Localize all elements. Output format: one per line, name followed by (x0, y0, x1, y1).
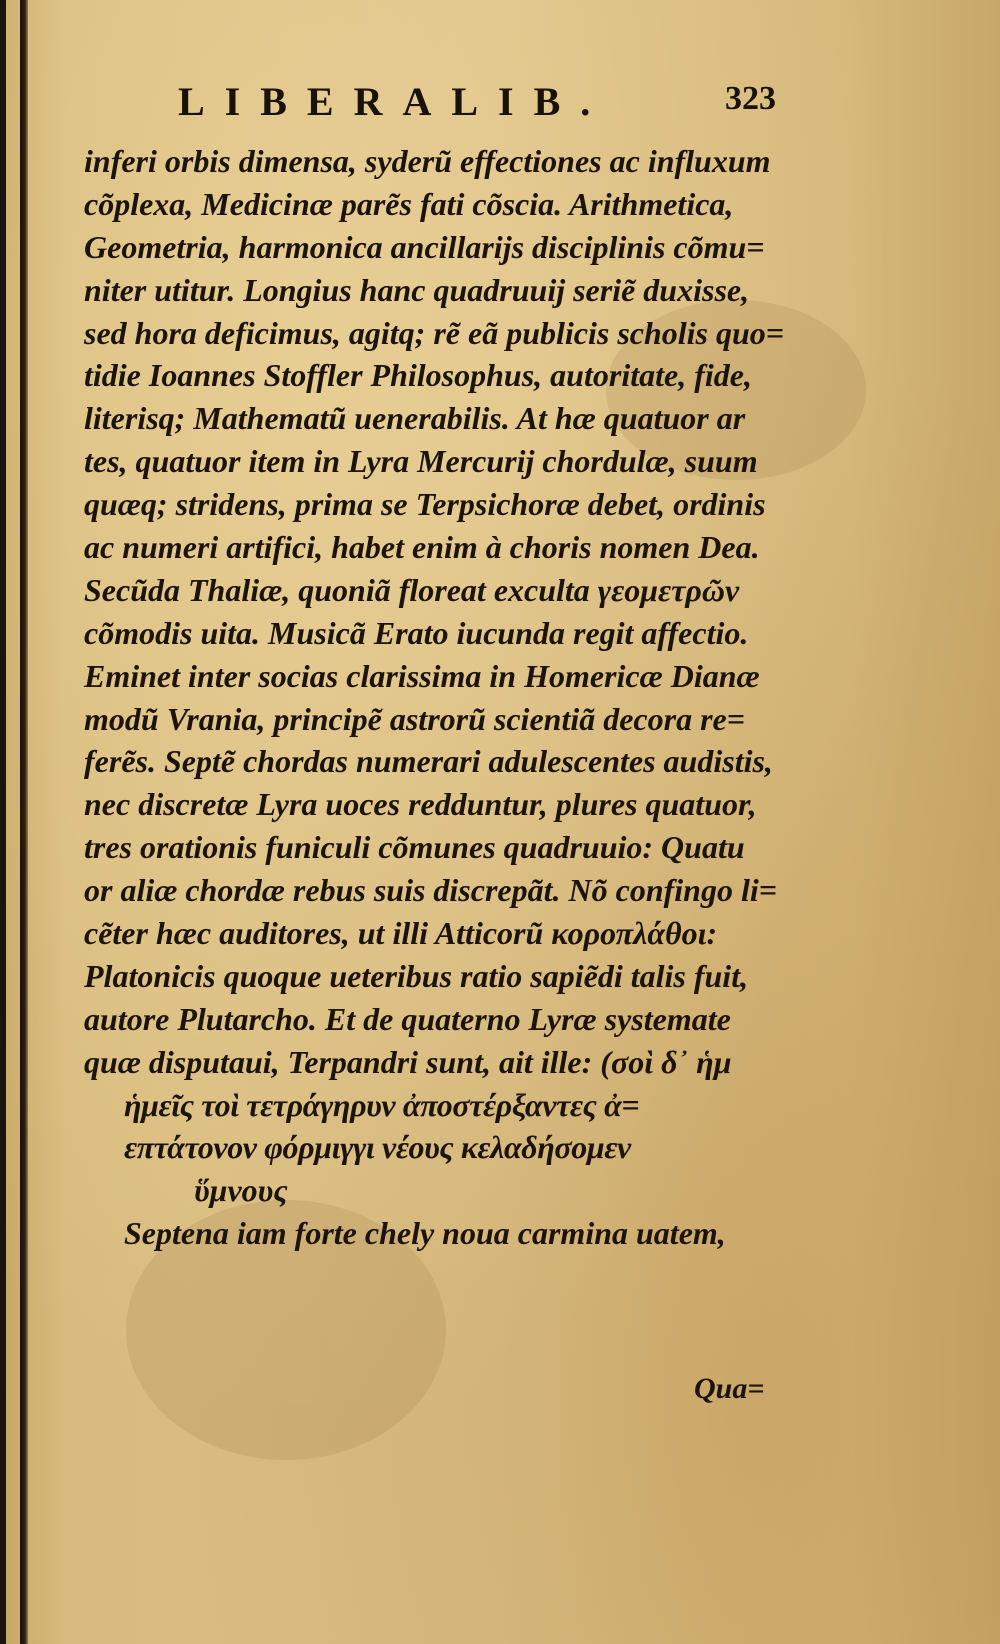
text-line: Geometria, harmonica ancillarijs disciplinis cõmu= (84, 228, 765, 265)
page-number: 323 (725, 80, 776, 117)
text-line: cẽter hæc auditores, ut illi Atticorũ κοροπλάθοι: (84, 915, 718, 952)
catchword: Qua= (694, 1372, 765, 1405)
text-line: modũ Vrania, principẽ astrorũ scientiã decora re= (84, 700, 745, 737)
text-line: sed hora deficimus, agitq; rẽ eã publicis scholis quo= (84, 314, 785, 351)
text-line: cõmodis uita. Musicã Erato iucunda regit affectio. (84, 614, 749, 651)
book-page (6, 0, 1000, 1644)
running-head (166, 78, 806, 126)
text-line: literisq; Mathematũ uenerabilis. At hæ quatuor ar (84, 400, 746, 437)
text-line: tes, quatuor item in Lyra Mercurij chordulæ, suum (84, 443, 758, 480)
greek-verse-line: ἡμεῖς τοὶ τετράγηρυν ἀποστέρξαντες ἀ= (124, 1086, 640, 1123)
text-line: inferi orbis dimensa, syderũ effectiones ac influxum (84, 143, 771, 179)
text-line: quæq; stridens, prima se Terpsichoræ debet, ordinis (84, 486, 766, 523)
text-line: quæ disputaui, Terpandri sunt, ait ille: (σοὶ δ᾽ ἡμ (84, 1043, 732, 1080)
text-line: ferẽs. Septẽ chordas numerari adulescentes audistis, (84, 743, 773, 780)
text-line: ac numeri artifici, habet enim à choris nomen Dea. (84, 529, 760, 566)
text-line: Platonicis quoque ueteribus ratio sapiẽdi talis fuit, (84, 957, 749, 994)
text-line: Secũda Thaliæ, quoniã floreat exculta γεομετρῶν (84, 571, 740, 608)
text-line: or aliæ chordæ rebus suis discrepãt. Nõ confingo li= (84, 872, 777, 909)
body-text (84, 140, 804, 1255)
page-gutter-edge (20, 0, 28, 1644)
latin-verse-line: Septena iam forte chely noua carmina uatem, (124, 1215, 726, 1252)
text-line: niter utitur. Longius hanc quadruuij seriẽ duxisse, (84, 271, 750, 308)
text-line: tidie Ioannes Stoffler Philosophus, autoritate, fide, (84, 357, 752, 394)
text-line: Eminet inter socias clarissima in Homericæ Dianæ (84, 657, 760, 694)
text-line: autore Plutarcho. Et de quaterno Lyræ systemate (84, 1000, 731, 1037)
running-head-title: LIBERALIB. (178, 79, 611, 124)
text-line: nec discretæ Lyra uoces redduntur, plures quatuor, (84, 786, 757, 823)
greek-verse-line: ὕμνους (194, 1172, 288, 1209)
text-line: cõplexa, Medicinæ parẽs fati cõscia. Arithmetica, (84, 185, 734, 222)
text-line: tres orationis funiculi cõmunes quadruuio: Quatu (84, 829, 745, 866)
greek-verse-line: επτάτονον φόρμιγγι νέους κελαδήσομεν (124, 1129, 631, 1166)
